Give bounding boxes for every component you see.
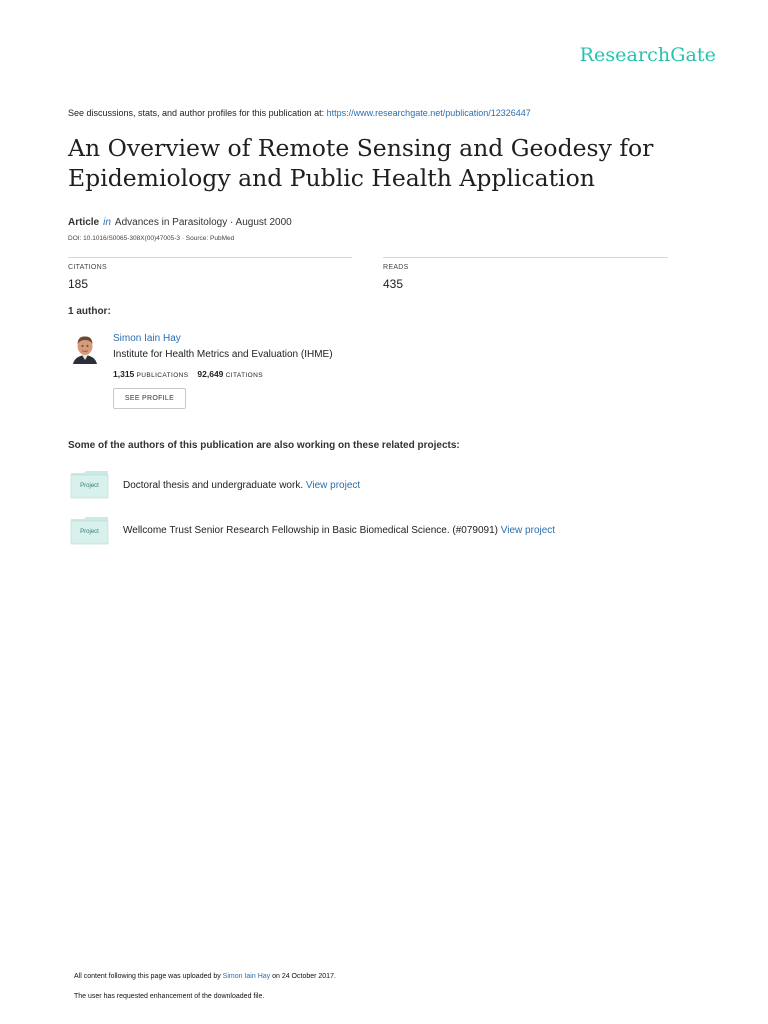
publication-title: An Overview of Remote Sensing and Geodesy for Epidemiology and Public Health Application <box>68 134 654 192</box>
author-institution: Institute for Health Metrics and Evaluation (IHME) <box>113 349 333 360</box>
journal-and-date[interactable]: Advances in Parasitology · August 2000 <box>114 217 292 228</box>
citations-value: 185 <box>68 277 89 291</box>
upload-note <box>74 973 336 980</box>
researchgate-logo[interactable]: ResearchGate <box>579 44 716 66</box>
see-profile-button[interactable]: SEE PROFILE <box>113 388 186 409</box>
publications-label: PUBLICATIONS <box>136 372 189 379</box>
publication-url-link[interactable]: https://www.researchgate.net/publication/12326447 <box>326 108 531 118</box>
project-folder-icon[interactable] <box>70 470 109 504</box>
author-count: 1 author: <box>68 306 111 317</box>
uploader-link[interactable]: Simon Iain Hay <box>222 973 271 980</box>
project-description: Wellcome Trust Senior Research Fellowship in Basic Biomedical Science. (#079091) <box>123 525 498 536</box>
discussion-line <box>68 108 531 118</box>
project-item <box>123 480 360 491</box>
author-avatar[interactable] <box>72 334 98 364</box>
upload-suffix: on 24 October 2017. <box>272 973 336 980</box>
discussion-prefix: See discussions, stats, and author profiles for this publication at: <box>68 108 325 118</box>
in-label: in <box>103 217 111 228</box>
view-project-link[interactable]: View project <box>500 525 556 536</box>
author-name-link[interactable]: Simon Iain Hay <box>113 333 181 344</box>
enhancement-note: The user has requested enhancement of the downloaded file. <box>74 993 265 1000</box>
publication-meta <box>68 217 292 228</box>
publications-count: 1,315 <box>113 369 135 379</box>
citations-divider <box>68 257 352 258</box>
citations-label: CITATIONS <box>68 264 107 271</box>
author-citations-label: CITATIONS <box>225 372 263 379</box>
project-description: Doctoral thesis and undergraduate work. <box>123 480 304 491</box>
reads-label: READS <box>383 264 409 271</box>
project-folder-label: Project <box>80 483 99 489</box>
related-projects-heading: Some of the authors of this publication are also working on these related projects: <box>68 440 460 451</box>
project-folder-label: Project <box>80 529 99 535</box>
view-project-link[interactable]: View project <box>305 480 361 491</box>
upload-prefix: All content following this page was uploaded by <box>74 973 221 980</box>
doi-line: DOI: 10.1016/S0065-308X(00)47005-3 · Source: PubMed <box>68 235 235 242</box>
author-stats <box>113 369 263 379</box>
project-folder-icon[interactable] <box>70 516 109 550</box>
reads-divider <box>383 257 668 258</box>
author-citations-count: 92,649 <box>197 369 224 379</box>
publication-type: Article <box>68 217 100 228</box>
reads-value: 435 <box>383 277 404 291</box>
project-item <box>123 525 555 536</box>
